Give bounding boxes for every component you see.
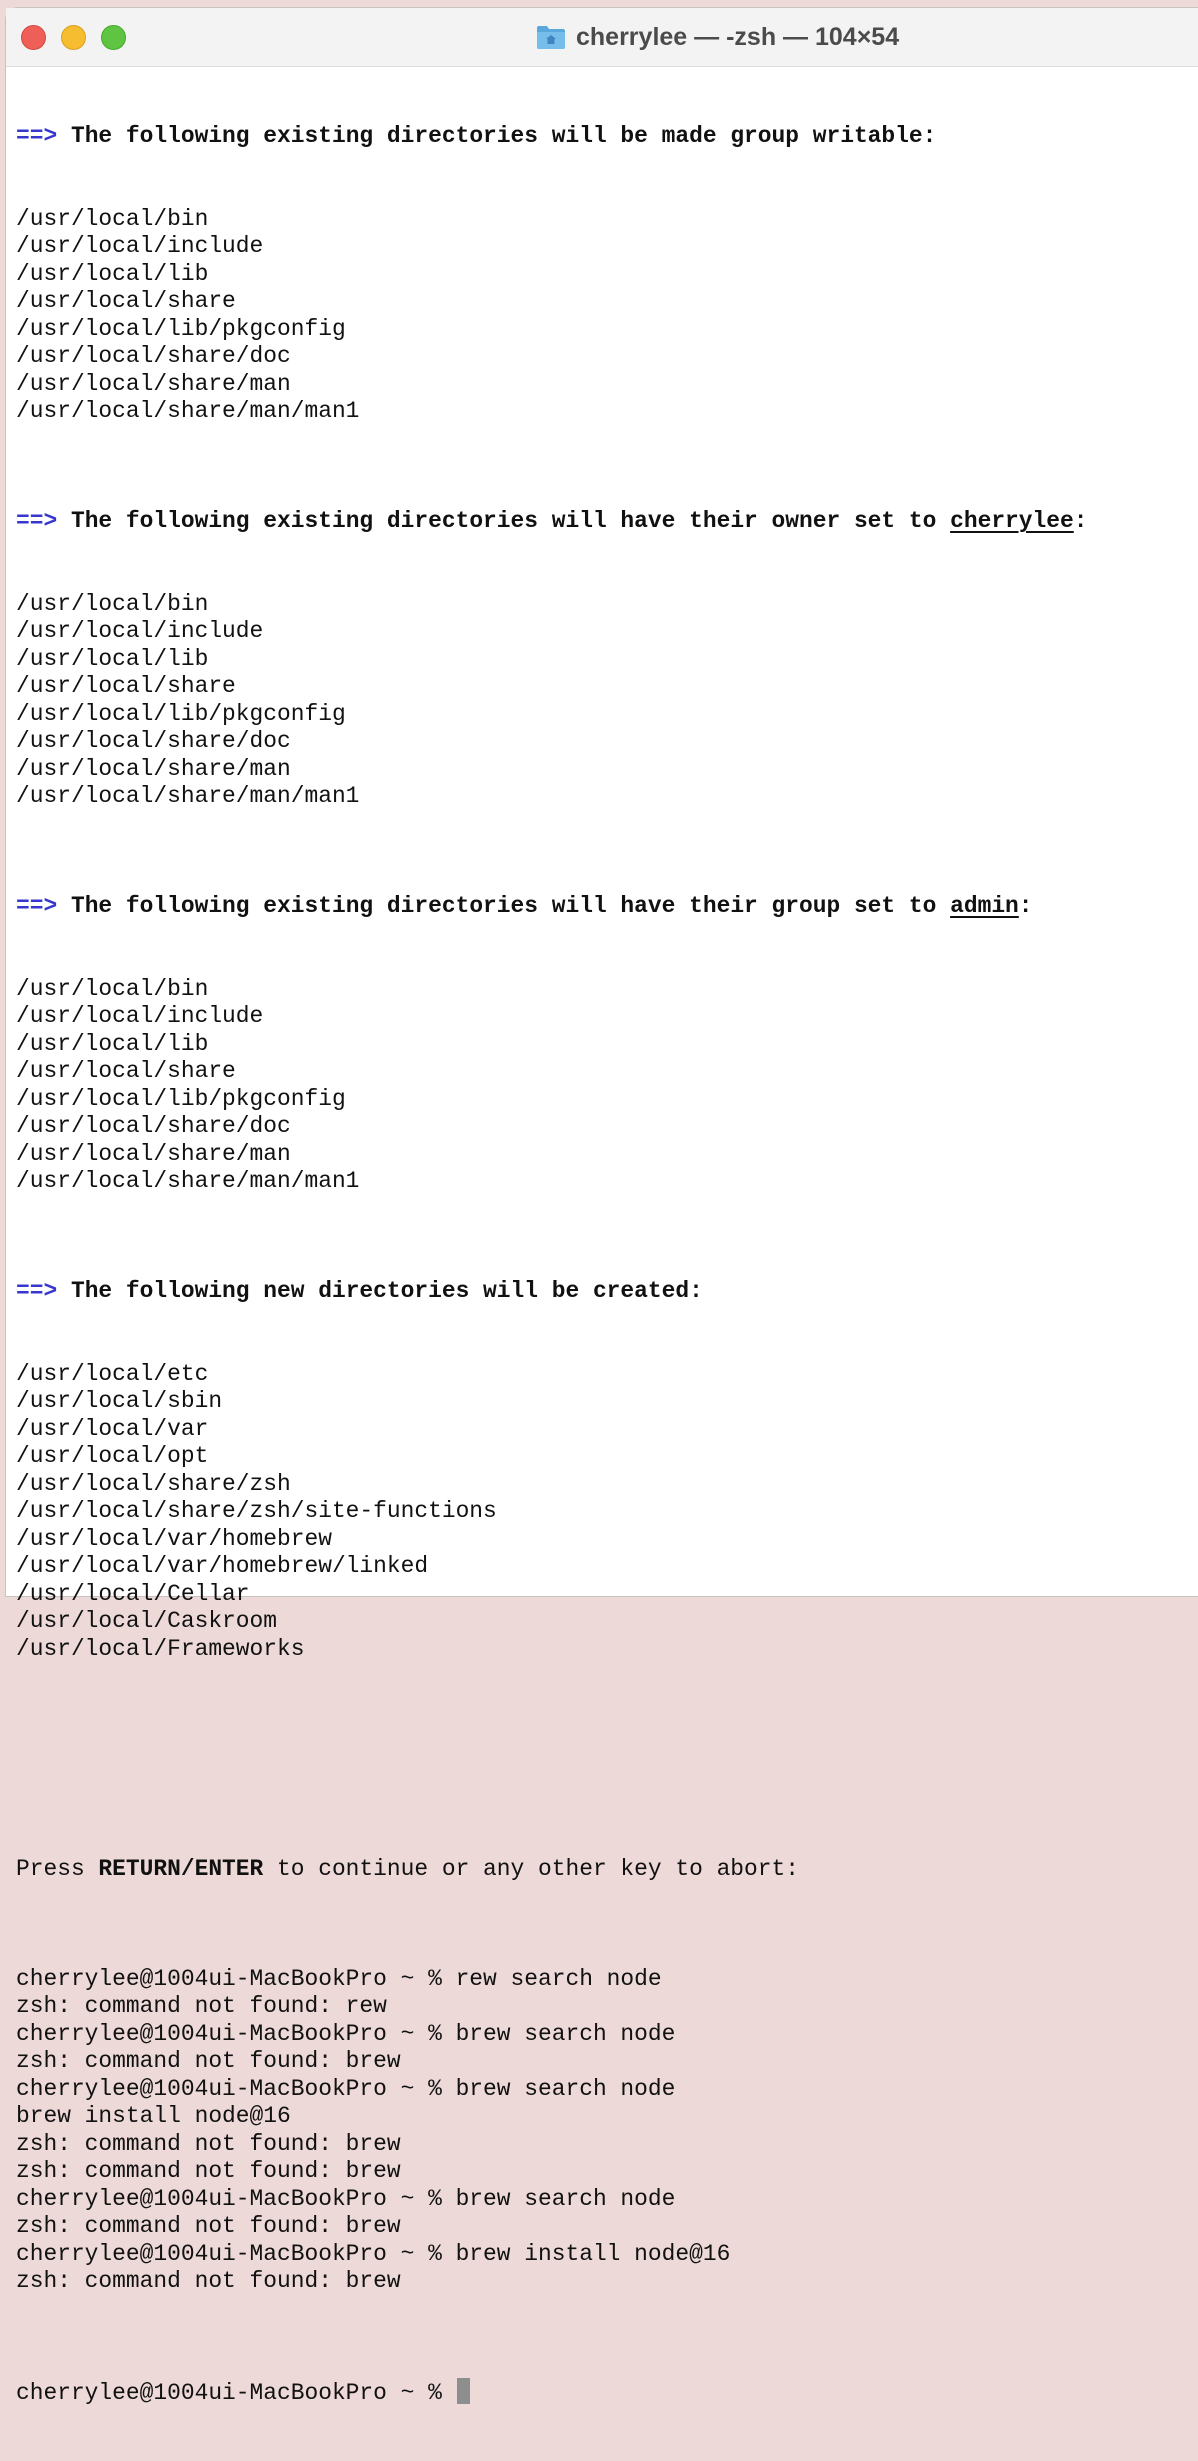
- terminal-line: /usr/local/share/man/man1: [16, 783, 360, 809]
- terminal-line: /usr/local/share/zsh/site-functions: [16, 1498, 497, 1524]
- terminal-line: /usr/local/share/doc: [16, 343, 291, 369]
- terminal-line: /usr/local/bin: [16, 590, 209, 617]
- heading-suffix: :: [1018, 893, 1033, 919]
- terminal-line: zsh: command not found: brew: [16, 2158, 401, 2184]
- terminal-line: zsh: command not found: brew: [16, 2130, 401, 2157]
- terminal-line: zsh: command not found: brew: [16, 2268, 401, 2294]
- terminal-line: /usr/local/include: [16, 618, 264, 644]
- terminal-window: [6, 8, 1198, 2406]
- terminal-line: /usr/local/share/man: [16, 370, 291, 397]
- terminal-line: /usr/local/bin: [16, 975, 209, 1002]
- heading-suffix: :: [1073, 508, 1088, 534]
- confirm-pre: Press: [16, 1855, 99, 1882]
- terminal-line: zsh: command not found: rew: [16, 1993, 387, 2019]
- confirm-prompt: [16, 1856, 1198, 1884]
- terminal-line: /usr/local/lib: [16, 645, 209, 672]
- heading-text: The following existing directories will have their owner set to: [57, 508, 951, 534]
- terminal-line: cherrylee@1004ui-MacBookPro ~ % brew search node: [16, 2020, 676, 2047]
- shell-prompt: cherrylee@1004ui-MacBookPro ~ %: [16, 2380, 456, 2406]
- terminal-line: /usr/local/share/doc: [16, 728, 291, 754]
- terminal-line: /usr/local/var: [16, 1415, 209, 1442]
- blank-line: [16, 1746, 1198, 1774]
- window-title-group: [536, 20, 899, 54]
- window-title: cherrylee — -zsh — 104×54: [576, 22, 900, 51]
- terminal-output[interactable]: [16, 68, 1198, 2406]
- terminal-line: /usr/local/var/homebrew/linked: [16, 1553, 429, 1579]
- terminal-line: cherrylee@1004ui-MacBookPro ~ % brew install node@16: [16, 2240, 731, 2267]
- terminal-line: zsh: command not found: brew: [16, 2213, 401, 2239]
- section-heading: [16, 1278, 1198, 1306]
- group-name: admin: [950, 893, 1019, 919]
- terminal-line: /usr/local/share: [16, 673, 236, 699]
- terminal-line: /usr/local/include: [16, 233, 264, 259]
- terminal-line: /usr/local/share/man: [16, 1140, 291, 1167]
- current-prompt-line[interactable]: [16, 2378, 1198, 2406]
- terminal-line: /usr/local/lib/pkgconfig: [16, 315, 346, 342]
- terminal-line: cherrylee@1004ui-MacBookPro ~ % rew search node: [16, 1965, 662, 1992]
- terminal-line: /usr/local/lib: [16, 260, 209, 287]
- close-window-button[interactable]: [21, 25, 46, 50]
- terminal-line: brew install node@16: [16, 2103, 291, 2129]
- home-folder-icon: [536, 24, 566, 50]
- section-heading: [16, 508, 1198, 536]
- heading-text: The following new directories will be created:: [57, 1278, 703, 1304]
- terminal-line: /usr/local/share/man/man1: [16, 398, 360, 424]
- confirm-key: RETURN/ENTER: [98, 1855, 264, 1882]
- terminal-line: /usr/local/sbin: [16, 1388, 223, 1414]
- section-heading: [16, 893, 1198, 921]
- terminal-line: cherrylee@1004ui-MacBookPro ~ % brew search node: [16, 2075, 676, 2102]
- terminal-line: /usr/local/Cellar: [16, 1580, 250, 1607]
- terminal-line: /usr/local/lib: [16, 1030, 209, 1057]
- command-history: [16, 1966, 1198, 2296]
- terminal-line: /usr/local/include: [16, 1003, 264, 1029]
- arrow-marker: ==>: [16, 1278, 58, 1304]
- terminal-line: /usr/local/lib/pkgconfig: [16, 700, 346, 727]
- arrow-marker: ==>: [16, 123, 58, 149]
- terminal-line: /usr/local/lib/pkgconfig: [16, 1085, 346, 1112]
- path-list: [16, 976, 1198, 1196]
- section-heading: [16, 123, 1198, 151]
- heading-text: The following existing directories will have their group set to: [57, 893, 951, 919]
- arrow-marker: ==>: [16, 893, 58, 919]
- path-list: [16, 591, 1198, 811]
- terminal-line: /usr/local/etc: [16, 1360, 209, 1387]
- title-bar[interactable]: [6, 8, 1198, 67]
- minimize-window-button[interactable]: [61, 25, 86, 50]
- terminal-line: /usr/local/share/zsh: [16, 1470, 291, 1497]
- owner-name: cherrylee: [950, 508, 1074, 534]
- terminal-line: /usr/local/share/doc: [16, 1113, 291, 1139]
- terminal-line: /usr/local/share/man: [16, 755, 291, 782]
- terminal-line: zsh: command not found: brew: [16, 2048, 401, 2074]
- terminal-line: /usr/local/share: [16, 288, 236, 314]
- path-list: [16, 1361, 1198, 1664]
- zoom-window-button[interactable]: [101, 25, 126, 50]
- terminal-line: /usr/local/Caskroom: [16, 1608, 277, 1634]
- heading-text: The following existing directories will be made group writable:: [57, 123, 937, 149]
- terminal-line: /usr/local/share: [16, 1058, 236, 1084]
- path-list: [16, 206, 1198, 426]
- text-cursor[interactable]: [457, 2378, 470, 2404]
- terminal-line: /usr/local/opt: [16, 1443, 209, 1469]
- terminal-line: /usr/local/bin: [16, 205, 209, 232]
- terminal-line: /usr/local/var/homebrew: [16, 1525, 332, 1552]
- terminal-line: cherrylee@1004ui-MacBookPro ~ % brew search node: [16, 2185, 676, 2212]
- confirm-post: to continue or any other key to abort:: [263, 1855, 799, 1882]
- terminal-line: /usr/local/Frameworks: [16, 1635, 305, 1662]
- terminal-line: /usr/local/share/man/man1: [16, 1168, 360, 1194]
- arrow-marker: ==>: [16, 508, 58, 534]
